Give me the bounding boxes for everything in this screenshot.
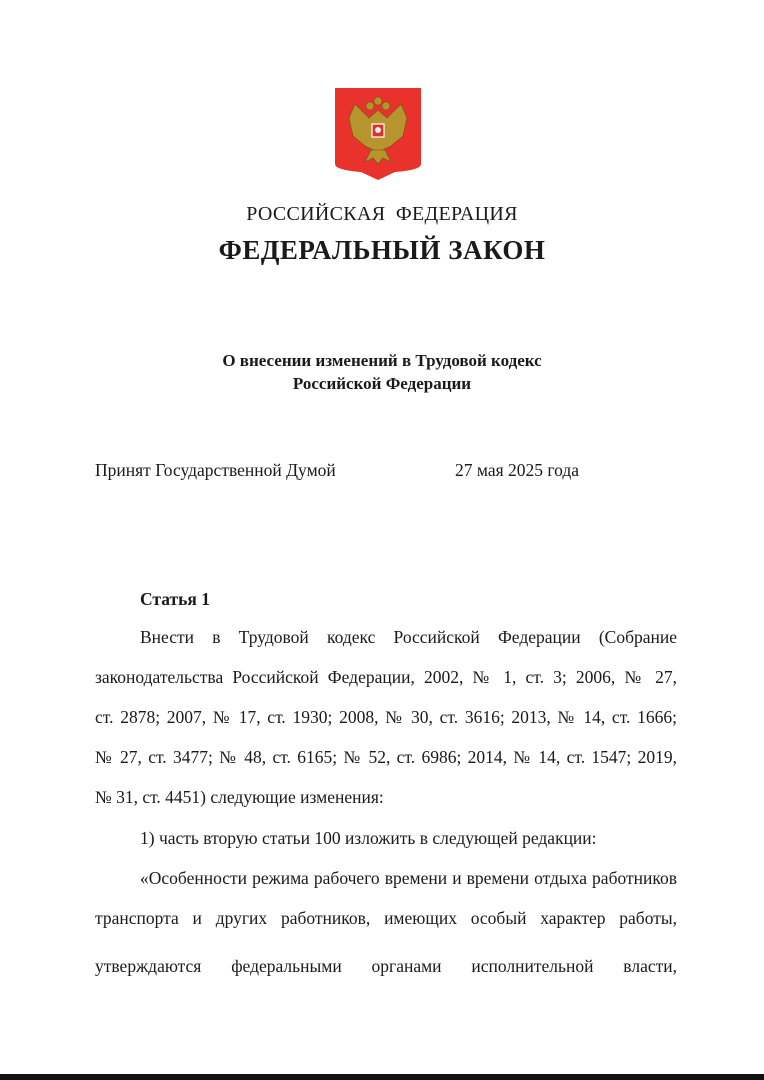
article-heading: Статья 1 (140, 589, 210, 609)
coat-of-arms-emblem (335, 88, 421, 180)
article-line: утверждаются федеральными органами исполнительной власти, (95, 956, 677, 976)
law-title-line-1: О внесении изменений в Трудовой кодекс (222, 351, 542, 370)
article-line: «Особенности режима рабочего времени и времени отдыха работников (140, 868, 677, 888)
article-line: законодательства Российской Федерации, 2002, № 1, ст. 3; 2006, № 27, (95, 667, 677, 687)
adoption-date: 27 мая 2025 года (455, 460, 580, 480)
country-name: РОССИЙСКАЯ ФЕДЕРАЦИЯ (246, 203, 518, 225)
article-line: ст. 2878; 2007, № 17, ст. 1930; 2008, № 30, ст. 3616; 2013, № 14, ст. 1666; (95, 707, 677, 727)
article-line: 1) часть вторую статьи 100 изложить в следующей редакции: (140, 828, 597, 848)
article-line: Внести в Трудовой кодекс Российской Федерации (Собрание (140, 627, 677, 647)
scan-bottom-edge (0, 1074, 764, 1080)
document-type: ФЕДЕРАЛЬНЫЙ ЗАКОН (218, 235, 546, 265)
article-line: транспорта и других работников, имеющих особый характер работы, (95, 908, 677, 928)
adoption-label: Принят Государственной Думой (95, 460, 336, 480)
law-title-line-2: Российской Федерации (292, 374, 472, 393)
article-line: № 27, ст. 3477; № 48, ст. 6165; № 52, ст. 6986; 2014, № 14, ст. 1547; 2019, (95, 747, 677, 767)
article-line: № 31, ст. 4451) следующие изменения: (95, 787, 384, 807)
